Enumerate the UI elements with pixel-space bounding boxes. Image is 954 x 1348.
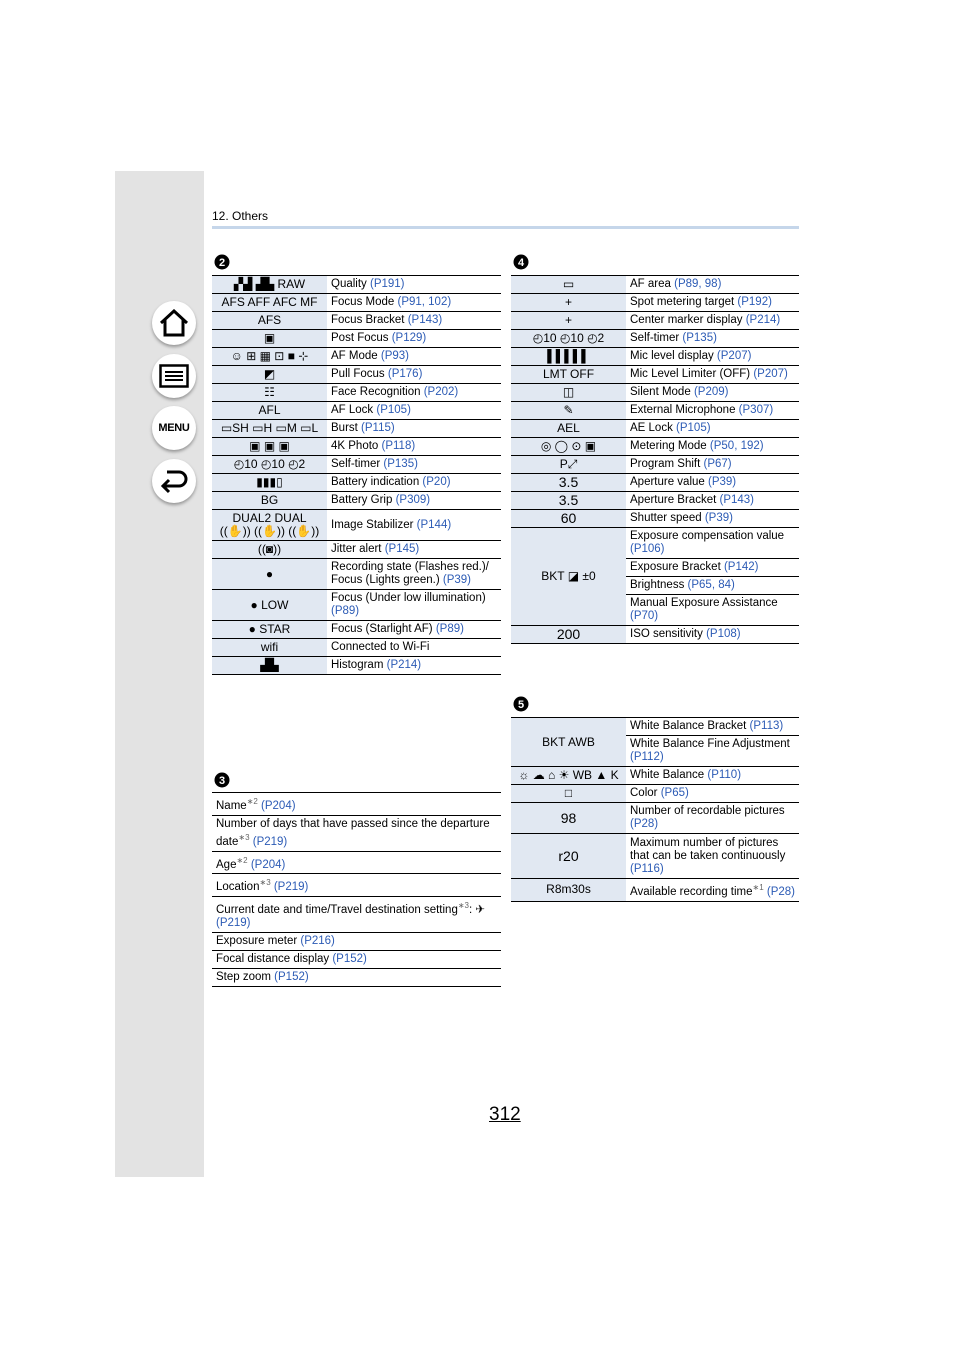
table-row: [212, 621, 501, 639]
row-description: [626, 348, 799, 366]
description-text: Exposure compensation value: [630, 530, 785, 542]
row-icon: ☷: [212, 384, 327, 402]
page-link[interactable]: (P192): [737, 296, 772, 308]
description-text: Exposure meter: [216, 935, 301, 948]
row-icon: AFS AFF AFC MF: [212, 294, 327, 312]
row-description: [626, 528, 799, 559]
table-row: [212, 969, 501, 987]
page-link[interactable]: (P116): [630, 862, 664, 875]
description-text: Maximum number of pictures that can be taken continuously: [630, 836, 786, 862]
row-icon: ● LOW: [212, 590, 327, 621]
row-icon: ◫: [511, 384, 626, 402]
description-text: Color: [630, 787, 661, 799]
page-link[interactable]: (P28): [630, 818, 659, 830]
page-link[interactable]: (P65, 84): [687, 579, 735, 591]
description-text: External Microphone: [630, 404, 739, 416]
table-row: [511, 384, 799, 402]
contents-button[interactable]: [152, 354, 196, 398]
row-icon: ◎ ◯ ⊙ ▣: [511, 438, 626, 456]
row-description: [626, 803, 799, 834]
row-description: [327, 420, 501, 438]
description-text: Brightness: [630, 579, 688, 591]
table-row: [212, 474, 501, 492]
row-description: [212, 951, 501, 969]
row-icon: DUAL2 DUAL ((✋)) ((✋)) ((✋)): [212, 510, 327, 541]
row-icon: +: [511, 294, 626, 312]
row-description: [626, 384, 799, 402]
description-text: Mic Level Limiter (OFF): [630, 368, 754, 380]
description-text: Number of recordable pictures: [630, 805, 785, 817]
table-row: [212, 559, 501, 590]
row-description: [626, 595, 799, 626]
row-description: [626, 785, 799, 803]
row-icon: 200: [511, 626, 626, 644]
row-description: [327, 559, 501, 590]
description-text: Focus (Under low illumination): [331, 592, 486, 604]
page-link[interactable]: (P209): [693, 386, 729, 398]
table-row: [212, 851, 501, 874]
row-icon: BKT ◪ ±0: [511, 528, 626, 626]
page-link[interactable]: (P129): [391, 332, 427, 344]
table-row: [212, 330, 501, 348]
row-description: [626, 294, 799, 312]
row-description: [327, 276, 501, 294]
description-text: Age: [216, 858, 237, 871]
page-number: 312: [489, 1104, 521, 1125]
description-text: Histogram: [331, 659, 387, 671]
row-icon: BKT AWB: [511, 718, 626, 767]
row-description: [626, 718, 799, 736]
row-icon: ▣: [212, 330, 327, 348]
table-row: [511, 348, 799, 366]
table-row: [511, 834, 799, 879]
page-link[interactable]: (P112): [630, 751, 664, 763]
list-icon: [159, 364, 189, 388]
table-row: [212, 366, 501, 384]
table-row: [511, 803, 799, 834]
table-row: [511, 474, 799, 492]
description-text: Current date and time/Travel destination setting: [216, 904, 458, 917]
row-description: [626, 834, 799, 879]
page-link[interactable]: (P219): [249, 835, 288, 848]
row-description: [327, 348, 501, 366]
row-icon: ▮▮▮▯: [212, 474, 327, 492]
table-row: [511, 294, 799, 312]
description-text: White Balance: [630, 769, 708, 781]
row-description: [626, 474, 799, 492]
page-link[interactable]: (P152): [332, 953, 367, 966]
row-description: [327, 621, 501, 639]
page-link[interactable]: (P152): [274, 971, 309, 984]
description-text: Quality: [331, 278, 370, 290]
page-link[interactable]: (P110): [707, 769, 742, 781]
row-description: [212, 874, 501, 897]
description-text: Shutter speed: [630, 512, 705, 524]
page-link[interactable]: (P39): [442, 574, 471, 586]
page-link[interactable]: (P89, 98): [674, 278, 722, 290]
table-row: [212, 793, 501, 816]
description-text: Jitter alert: [331, 543, 385, 555]
description-text: Program Shift: [630, 458, 704, 470]
page-link[interactable]: (P216): [300, 935, 335, 948]
page-link[interactable]: (P214): [386, 659, 422, 671]
row-icon: ◴10 ◴10 ◴2: [511, 330, 626, 348]
page-link[interactable]: (P108): [706, 628, 741, 640]
table-section-5: [511, 717, 799, 902]
row-description: [327, 294, 501, 312]
row-description: [626, 767, 799, 785]
page-link[interactable]: (P143): [719, 494, 755, 506]
description-text: Mic level display: [630, 350, 717, 362]
row-icon: wifi: [212, 639, 327, 657]
row-description: [327, 657, 501, 675]
table-section-4: [511, 275, 799, 644]
row-description: [626, 330, 799, 348]
row-description: [626, 879, 799, 902]
footnote-marker: ∗2: [236, 855, 248, 865]
section-4-icon: [513, 254, 529, 270]
description-text: 4K Photo: [331, 440, 382, 452]
page-link[interactable]: (P135): [383, 458, 418, 470]
row-icon: R8m30s: [511, 879, 626, 902]
row-description: [626, 366, 799, 384]
section-4-number: 4: [517, 257, 525, 269]
row-description: [212, 933, 501, 951]
row-description: [327, 492, 501, 510]
table-row: [511, 402, 799, 420]
row-icon: 98: [511, 803, 626, 834]
row-icon: ●: [212, 559, 327, 590]
table-section-3: [212, 792, 501, 987]
row-description: [626, 510, 799, 528]
page-link[interactable]: (P70): [630, 610, 659, 622]
page-link[interactable]: (P106): [630, 543, 665, 555]
row-icon: AFL: [212, 402, 327, 420]
table-row: [511, 879, 799, 902]
row-description: [212, 897, 501, 933]
description-text: Focus Bracket: [331, 314, 408, 326]
section-3-icon: [214, 772, 230, 788]
page-link[interactable]: (P207): [716, 350, 752, 362]
table-row: [212, 541, 501, 559]
description-text: Metering Mode: [630, 440, 710, 452]
page-link[interactable]: (P67): [703, 458, 732, 470]
page-link[interactable]: (P219): [270, 881, 309, 894]
page-link[interactable]: (P28): [763, 885, 796, 898]
table-row: [212, 456, 501, 474]
description-text: Focal distance display: [216, 953, 333, 966]
row-description: [212, 969, 501, 987]
row-description: [327, 402, 501, 420]
description-text: Self-timer: [630, 332, 683, 344]
description-text: Location: [216, 881, 260, 894]
page-link[interactable]: (P105): [676, 422, 711, 434]
footnote-marker: ∗1: [752, 883, 764, 892]
table-row: [511, 456, 799, 474]
table-row: [511, 626, 799, 644]
description-text: Spot metering target: [630, 296, 738, 308]
description-text: Available recording time: [630, 885, 753, 898]
description-text: Battery Grip: [331, 494, 396, 506]
row-icon: P⤢: [511, 456, 626, 474]
row-description: [626, 456, 799, 474]
row-icon: ◩: [212, 366, 327, 384]
row-icon: LMT OFF: [511, 366, 626, 384]
description-text: Number of days that have passed since the departure date: [216, 817, 490, 848]
table-row: [212, 402, 501, 420]
description-text: Pull Focus: [331, 368, 388, 380]
row-description: [626, 276, 799, 294]
page-link[interactable]: (P144): [416, 518, 452, 531]
section-2-number: 2: [218, 257, 226, 269]
description-text: AF area: [630, 278, 675, 290]
page-link[interactable]: (P307): [738, 404, 774, 416]
row-description: [327, 438, 501, 456]
table-row: [212, 384, 501, 402]
table-row: [511, 438, 799, 456]
chapter-title: 12. Others: [212, 209, 269, 223]
section-5-number: 5: [517, 699, 525, 711]
page-link[interactable]: (P93): [380, 350, 409, 362]
description-text: Image Stabilizer: [331, 518, 417, 531]
home-button[interactable]: [152, 301, 196, 345]
row-icon: ◴10 ◴10 ◴2: [212, 456, 327, 474]
row-icon: ✎: [511, 402, 626, 420]
header-rule: [212, 226, 799, 229]
table-row: [212, 933, 501, 951]
description-text: AF Lock: [331, 404, 377, 416]
row-description: [626, 438, 799, 456]
table-row: [511, 420, 799, 438]
description-text: AF Mode: [331, 350, 381, 362]
table-row: [212, 312, 501, 330]
row-icon: □: [511, 785, 626, 803]
row-description: [626, 420, 799, 438]
row-icon: +: [511, 312, 626, 330]
table-row: [212, 276, 501, 294]
row-description: [626, 736, 799, 767]
footnote-marker: ∗3: [259, 878, 271, 888]
description-text: Recording state (Flashes red.)/ Focus (Lights green.): [331, 561, 489, 586]
table-row: [212, 492, 501, 510]
page-link[interactable]: (P202): [423, 386, 459, 398]
table-row: [212, 897, 501, 933]
row-description: [327, 639, 501, 657]
row-icon: ▣ ▣ ▣: [212, 438, 327, 456]
page-link[interactable]: (P115): [361, 422, 395, 434]
row-icon: ☺ ⊞ ▦ ⊡ ■ ⊹: [212, 348, 327, 366]
row-icon: ▞▟ ▟▙ RAW: [212, 276, 327, 294]
page-link[interactable]: (P20): [422, 476, 451, 488]
description-text: Step zoom: [216, 971, 275, 984]
table-row: [212, 294, 501, 312]
row-description: [327, 312, 501, 330]
description-text: Name: [216, 799, 247, 812]
back-button[interactable]: [152, 459, 196, 503]
table-row: [511, 718, 799, 736]
table-row: [212, 639, 501, 657]
table-row: [511, 510, 799, 528]
page-link[interactable]: (P145): [384, 543, 420, 555]
row-icon: ▭: [511, 276, 626, 294]
row-description: [327, 456, 501, 474]
row-icon: AFS: [212, 312, 327, 330]
section-2-icon: [214, 254, 230, 270]
table-row: [511, 330, 799, 348]
row-icon: ▭SH ▭H ▭M ▭L: [212, 420, 327, 438]
table-row: [511, 785, 799, 803]
menu-button[interactable]: [152, 406, 196, 450]
row-description: [626, 626, 799, 644]
description-text: Post Focus: [331, 332, 392, 344]
table-row: [212, 438, 501, 456]
page-link[interactable]: (P142): [723, 561, 759, 573]
row-description: [626, 559, 799, 577]
row-icon: ▌▌▌▌▌: [511, 348, 626, 366]
table-row: [511, 366, 799, 384]
row-description: [212, 815, 501, 851]
table-row: [511, 492, 799, 510]
page-link[interactable]: (P91, 102): [397, 296, 452, 308]
description-text: Battery indication: [331, 476, 423, 488]
page-link[interactable]: (P207): [753, 368, 788, 380]
description-text: Burst: [331, 422, 362, 434]
row-description: [327, 474, 501, 492]
row-icon: ▟▙: [212, 657, 327, 675]
description-text: Face Recognition: [331, 386, 424, 398]
table-row: [511, 276, 799, 294]
description-text: Exposure Bracket: [630, 561, 724, 573]
description-text: Manual Exposure Assistance: [630, 597, 778, 609]
row-description: [327, 366, 501, 384]
footnote-marker: ∗3: [238, 832, 250, 842]
table-row: [212, 657, 501, 675]
section-5-icon: [513, 696, 529, 712]
page-link[interactable]: (P118): [381, 440, 416, 452]
row-description: [327, 330, 501, 348]
row-icon: ● STAR: [212, 621, 327, 639]
description-text: Aperture Bracket: [630, 494, 720, 506]
row-icon: r20: [511, 834, 626, 879]
page-link[interactable]: (P219): [216, 917, 251, 930]
row-description: [327, 510, 501, 541]
footnote-marker: ∗3: [457, 901, 469, 911]
page-link[interactable]: (P89): [331, 605, 360, 617]
row-icon: 60: [511, 510, 626, 528]
return-icon: [159, 468, 189, 494]
description-text: Connected to Wi-Fi: [331, 641, 430, 653]
description-text: Focus Mode: [331, 296, 398, 308]
description-text: White Balance Bracket: [630, 720, 750, 732]
row-description: [212, 851, 501, 874]
row-description: [212, 793, 501, 816]
row-description: [327, 384, 501, 402]
table-row: [212, 874, 501, 897]
page-link[interactable]: (P204): [247, 858, 286, 871]
table-row: [212, 348, 501, 366]
row-description: [626, 312, 799, 330]
row-description: [626, 577, 799, 595]
page-link[interactable]: (P65): [660, 787, 689, 799]
table-row: [511, 312, 799, 330]
row-icon: AEL: [511, 420, 626, 438]
page-link[interactable]: (P50, 192): [709, 440, 764, 452]
row-description: [626, 402, 799, 420]
page-link[interactable]: (P105): [376, 404, 411, 416]
table-row: [511, 528, 799, 559]
description-text: AE Lock: [630, 422, 677, 434]
table-row: [212, 951, 501, 969]
row-icon: ((◙)): [212, 541, 327, 559]
table-row: [212, 590, 501, 621]
description-text: Aperture value: [630, 476, 708, 488]
description-text: White Balance Fine Adjustment: [630, 738, 790, 750]
page-link[interactable]: (P143): [407, 314, 443, 326]
page-link[interactable]: (P309): [395, 494, 431, 506]
description-text: Silent Mode: [630, 386, 694, 398]
menu-label: MENU: [158, 422, 190, 434]
home-icon: [159, 309, 189, 337]
page-link[interactable]: (P176): [387, 368, 423, 380]
description-text: Center marker display: [630, 314, 746, 326]
page-link[interactable]: (P113): [749, 720, 784, 732]
table-row: [212, 420, 501, 438]
table-row: [511, 767, 799, 785]
page-link[interactable]: (P204): [257, 799, 296, 812]
row-description: [626, 492, 799, 510]
table-row: [212, 815, 501, 851]
description-text: ISO sensitivity: [630, 628, 707, 640]
page-link[interactable]: (P214): [745, 314, 781, 326]
footnote-marker: ∗2: [246, 797, 258, 806]
page-link[interactable]: (P135): [682, 332, 717, 344]
row-icon: 3.5: [511, 474, 626, 492]
row-icon: ☼ ☁ ⌂ ☀ WB ▲ K: [511, 767, 626, 785]
row-description: [327, 590, 501, 621]
page-link[interactable]: (P191): [370, 278, 405, 290]
table-row: [212, 510, 501, 541]
description-text: Self-timer: [331, 458, 384, 470]
page-link[interactable]: (P39): [704, 512, 733, 524]
row-icon: 3.5: [511, 492, 626, 510]
row-description: [327, 541, 501, 559]
page-link[interactable]: (P89): [435, 623, 464, 635]
page-link[interactable]: (P39): [708, 476, 737, 488]
description-text-2: : ✈: [469, 904, 486, 917]
section-3-number: 3: [218, 775, 226, 787]
row-icon: BG: [212, 492, 327, 510]
table-section-2: [212, 275, 501, 675]
description-text: Focus (Starlight AF): [331, 623, 436, 635]
